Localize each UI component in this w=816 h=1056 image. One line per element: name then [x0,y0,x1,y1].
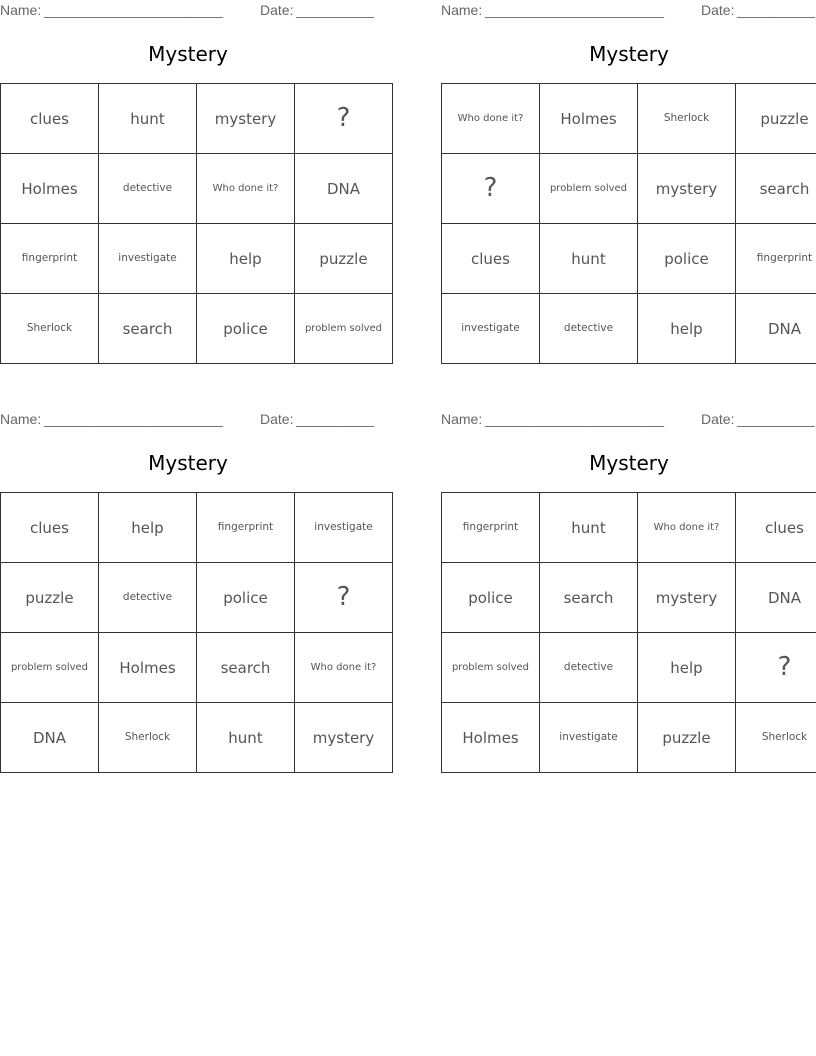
grid-cell: clues [736,493,816,563]
grid-cell: ? [295,84,393,154]
card-header [0,409,376,431]
grid-cell: help [99,493,197,563]
name-field[interactable]: _______________________ [44,2,224,18]
grid-row [1,493,393,563]
grid-cell: Sherlock [1,294,99,364]
date-field[interactable]: __________ [296,2,374,18]
grid-cell: detective [99,154,197,224]
grid-cell: Who done it? [442,84,540,154]
grid-cell: investigate [540,703,638,773]
grid-row [1,633,393,703]
grid-cell: clues [442,224,540,294]
grid-row [442,154,816,224]
grid-cell: Holmes [1,154,99,224]
grid-cell: problem solved [540,154,638,224]
grid-cell: hunt [197,703,295,773]
date-field[interactable]: __________ [737,411,815,427]
grid-cell: Sherlock [638,84,736,154]
grid-row [442,703,816,773]
grid-cell: DNA [736,563,816,633]
grid-cell: investigate [442,294,540,364]
grid-cell: fingerprint [1,224,99,294]
name-label: Name: [0,2,42,18]
grid-cell: police [638,224,736,294]
grid-cell: ? [295,563,393,633]
grid-cell: puzzle [736,84,816,154]
grid-row [1,154,393,224]
grid-cell: problem solved [295,294,393,364]
grid-cell: clues [1,84,99,154]
name-field[interactable]: _______________________ [44,411,224,427]
grid-cell: mystery [197,84,295,154]
grid-cell: Holmes [442,703,540,773]
grid-cell: fingerprint [736,224,816,294]
grid-cell: search [197,633,295,703]
card-title: Mystery [589,42,669,66]
bingo-card [0,409,376,781]
card-header [0,0,376,22]
grid-cell: search [736,154,816,224]
card-title: Mystery [148,451,228,475]
bingo-card [0,0,383,372]
grid-cell: ? [442,154,540,224]
date-field[interactable]: __________ [296,411,374,427]
grid-cell: search [99,294,197,364]
grid-cell: clues [1,493,99,563]
grid-row [1,84,393,154]
date-label: Date: [701,2,735,18]
name-field[interactable]: _______________________ [485,2,665,18]
grid-row [442,224,816,294]
grid-row [442,294,816,364]
bingo-grid [0,83,393,364]
grid-cell: help [638,294,736,364]
grid-row [442,493,816,563]
grid-cell: help [638,633,736,703]
grid-row [1,224,393,294]
name-field[interactable]: _______________________ [485,411,665,427]
grid-cell: mystery [638,154,736,224]
grid-cell: hunt [99,84,197,154]
grid-cell: fingerprint [442,493,540,563]
card-title: Mystery [148,42,228,66]
grid-cell: detective [540,633,638,703]
grid-cell: police [197,563,295,633]
bingo-grid [441,492,816,773]
grid-cell: detective [99,563,197,633]
grid-cell: help [197,224,295,294]
grid-row [442,633,816,703]
grid-cell: Holmes [99,633,197,703]
grid-cell: fingerprint [197,493,295,563]
grid-row [1,563,393,633]
grid-cell: puzzle [638,703,736,773]
grid-row [442,84,816,154]
grid-cell: mystery [295,703,393,773]
grid-cell: mystery [638,563,736,633]
bingo-grid [0,492,393,773]
grid-cell: detective [540,294,638,364]
grid-cell: Sherlock [99,703,197,773]
grid-cell: ? [736,633,816,703]
grid-cell: investigate [295,493,393,563]
card-header [441,0,816,22]
grid-cell: DNA [1,703,99,773]
grid-row [1,294,393,364]
date-label: Date: [701,411,735,427]
name-label: Name: [441,2,483,18]
grid-cell: Holmes [540,84,638,154]
date-field[interactable]: __________ [737,2,815,18]
grid-cell: Who done it? [638,493,736,563]
grid-cell: search [540,563,638,633]
date-label: Date: [260,2,294,18]
grid-cell: problem solved [442,633,540,703]
grid-cell: Who done it? [197,154,295,224]
grid-cell: DNA [295,154,393,224]
grid-cell: puzzle [295,224,393,294]
grid-cell: police [197,294,295,364]
card-header [441,409,816,431]
name-label: Name: [0,411,42,427]
grid-cell: hunt [540,493,638,563]
bingo-card [441,0,816,372]
bingo-card [441,409,816,781]
grid-cell: hunt [540,224,638,294]
grid-cell: problem solved [1,633,99,703]
grid-cell: police [442,563,540,633]
grid-cell: Who done it? [295,633,393,703]
grid-cell: puzzle [1,563,99,633]
card-title: Mystery [589,451,669,475]
bingo-grid [441,83,816,364]
grid-row [442,563,816,633]
grid-row [1,703,393,773]
name-label: Name: [441,411,483,427]
grid-cell: Sherlock [736,703,816,773]
date-label: Date: [260,411,294,427]
grid-cell: DNA [736,294,816,364]
grid-cell: investigate [99,224,197,294]
